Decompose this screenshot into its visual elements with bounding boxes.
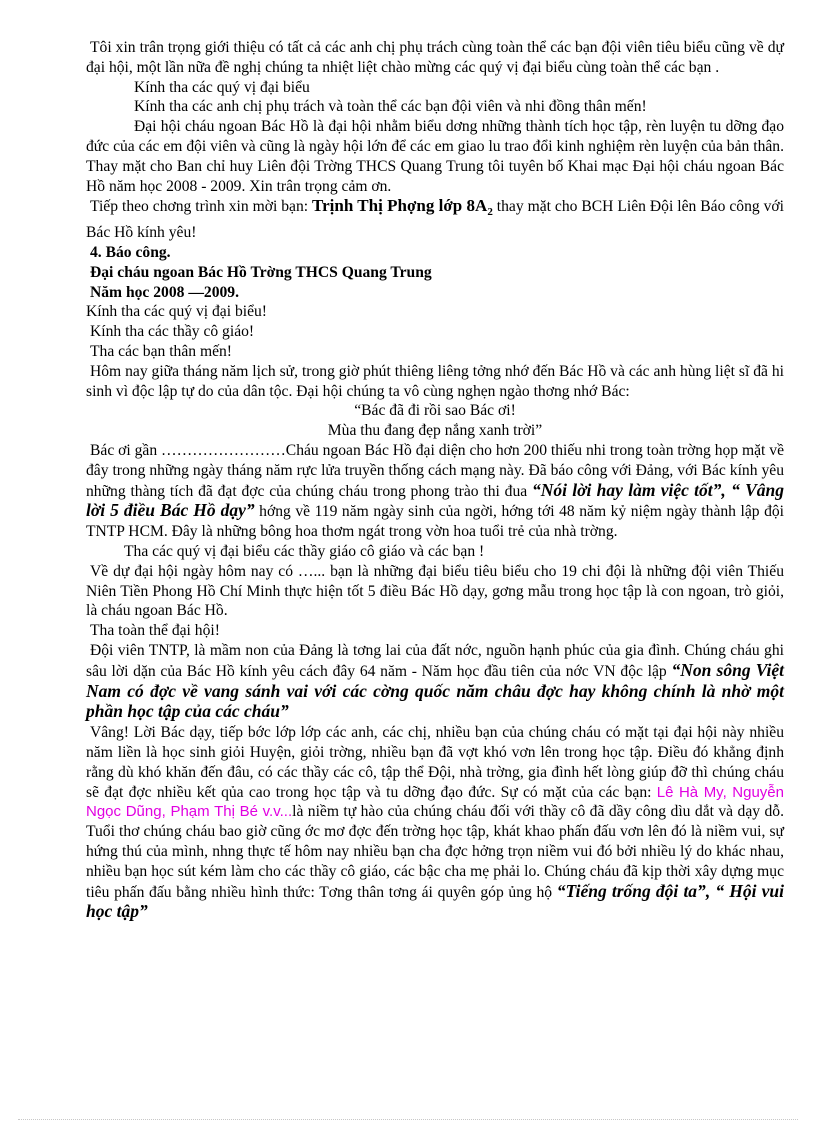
poem-line-1: “Bác đã đi rồi sao Bác ơi! — [354, 402, 516, 420]
address-congress: Tha toàn thể đại hội! — [90, 622, 220, 640]
speaker-class-subscript: 2 — [487, 206, 493, 219]
program-1: “Tiếng trống đội ta” — [556, 880, 706, 901]
program-2: “ Hội vui học tập” — [86, 880, 785, 922]
highlighted-names: Lê Hà My, Nguyễn Ngọc Dũng, Phạm Thị Bé v.v... — [86, 783, 784, 821]
achievements-tail: hớng về 119 năm ngày sinh của ngời, hớng tới 48 năm kỷ niệm ngày thành lập đội TNTP HCM. Đây là những bông hoa thơm ngát trong vờn hoa tuổi trẻ của nhà trờng. — [86, 503, 785, 541]
next-speaker-lead: Tiếp theo chơng trình xin mời bạn: — [90, 198, 313, 216]
section-heading: 4. Báo công. — [90, 244, 171, 262]
opening-declaration: Đại hội cháu ngoan Bác Hồ là đại hội nhằm biểu dơng những thành tích học tập, rèn luyện tu dỡng đạo đức của các em đội viên và cũng là ngày hội lớn để các em giao lu trao đổi kinh nghiệm rèn luyện của bản thân. Thay mặt cho Ban chỉ huy Liên đội Trờng THCS Quang Trung tôi tuyên bố Khai mạc Đại hội cháu ngoan Bác Hồ năm học 2008 - 2009. Xin trân trọng cảm ơn. — [86, 118, 784, 195]
slogan-1: “Nói lời hay làm việc tốt” — [532, 479, 722, 500]
intro-paragraph: Tôi xin trân trọng giới thiệu có tất cả các anh chị phụ trách cùng toàn thể các bạn đội viên tiêu biểu cũng về dự đại hội, một lần nữa đề nghị chúng ta nhiệt liệt chào mừng các quý vị đại biểu cùng toàn thể các bạn . — [86, 39, 784, 76]
report-greeting-teachers: Kính tha các thầy cô giáo! — [90, 323, 255, 341]
next-speaker-paragraph — [86, 196, 784, 243]
speaker-name: Trịnh Thị Phợng lớp 8A — [312, 196, 488, 216]
document-page — [86, 38, 784, 923]
report-title: Đại cháu ngoan Bác Hồ Trờng THCS Quang Trung — [90, 263, 432, 281]
remembrance-paragraph: Hôm nay giữa tháng năm lịch sử, trong giờ phút thiêng liêng tởng nhớ đến Bác Hồ và các anh hùng liệt sĩ đã hi sinh vì độc lập tự do của dân tộc. Đại hội chúng ta vô cùng nghẹn ngào thơng nhớ Bác: — [86, 362, 784, 400]
slogan-separator: , — [721, 479, 732, 500]
next-speaker-tail: thay mặt cho BCH Liên Đội lên Báo công với Bác Hồ kính yêu! — [86, 198, 784, 242]
greeting-delegates: Kính tha các quý vị đại biểu — [134, 78, 310, 96]
greeting-leaders: Kính tha các anh chị phụ trách và toàn thể các bạn đội viên và nhi đồng thân mến! — [134, 98, 647, 116]
achievements-paragraph — [86, 441, 784, 542]
uncle-ho-quote: “Non sông Việt Nam có đợc về vang sánh vai với các cờng quốc năm châu đợc hay không chính là nhờ một phần học tập của các cháu” — [86, 659, 784, 722]
report-year: Năm học 2008 —2009. — [90, 283, 240, 301]
program-separator: , — [705, 880, 716, 901]
closing-text: Vâng! Lời Bác dạy, tiếp bớc lớp lớp các anh, các chị, nhiều bạn của chúng cháu có mặt tại đại hội này nhiều năm liền là học sinh giỏi Huyện, giỏi trờng, nhiều bạn đã vợt khó vơn lên trong học tập. Điều đó khẳng định rằng dù khó khăn đến đâu, có các thầy các cô, tập thể Đội, nhà trờng, gia đình hết lòng giúp đỡ thì chúng cháu sẽ đạt đợc nhiều kết qủa cao trong học tập và tu dỡng đạo đức. Sự có mặt của các bạn: — [86, 724, 784, 801]
address-delegates: Tha các quý vị đại biểu các thầy giáo cô giáo và các bạn ! — [124, 543, 485, 561]
pioneer-text: Đội viên TNTP, là mầm non của Đảng là tơng lai của đất nớc, nguồn hạnh phúc của gia đình. Chúng cháu ghi sâu lời dặn của Bác Hồ kính yêu cách đây 64 năm - Năm học đầu tiên của nớc VN độc lập — [86, 642, 784, 680]
poem-line-2: Mùa thu đang đẹp nắng xanh trời” — [327, 422, 543, 440]
page-bottom-divider — [18, 1119, 798, 1120]
closing-text-2: là niềm tự hào của chúng cháu đối với thầy cô đã dầy công dìu dắt và dạy dỗ. Tuổi thơ chúng cháu bao giờ cũng ớc mơ đợc đến trờng học tập, khát khao phấn đấu vơn lên đó là niềm vui, sự hứng thú của mình, nhng thực tế hôm nay nhiều bạn cha đợc hởng trọn niềm vui đó bởi nhiều lý do khác nhau, nhiều bạn học sút kém làm cho các thầy cô giáo, các bậc cha mẹ phải lo. Chúng cháu đã kịp thời xây dựng mục tiêu phấn đấu bằng nhiều hình thức: Tơng thân tơng ái quyên góp ủng hộ — [86, 803, 784, 901]
report-greeting-friends: Tha các bạn thân mến! — [90, 343, 233, 361]
achievements-text: Bác ơi gần ……………………Cháu ngoan Bác Hồ đại diện cho hơn 200 thiếu nhi trong toàn trờng họp mặt về đây trong những ngày tháng năm rực lửa truyền thống cách mạng này. Đã báo công với Đảng, với Bác kính yêu những thàng tích đã đạt đợc của chúng cháu trong phong trào thi đua — [86, 442, 784, 500]
closing-paragraph — [86, 723, 784, 923]
report-greeting-delegates: Kính tha các quý vị đại biểu! — [86, 303, 268, 321]
slogan-2: “ Vâng lời 5 điều Bác Hồ dạy” — [86, 479, 785, 521]
attendance-paragraph: Về dự đại hội ngày hôm nay có …... bạn là những đại biểu tiêu biểu cho 19 chi đội là những đội viên Thiếu Niên Tiền Phong Hồ Chí Minh thực hiện tốt 5 điều Bác Hồ dạy, gơng mẫu trong học tập là con ngoan, trò giỏi, là cháu ngoan Bác Hồ. — [86, 562, 784, 620]
pioneer-paragraph — [86, 641, 784, 723]
